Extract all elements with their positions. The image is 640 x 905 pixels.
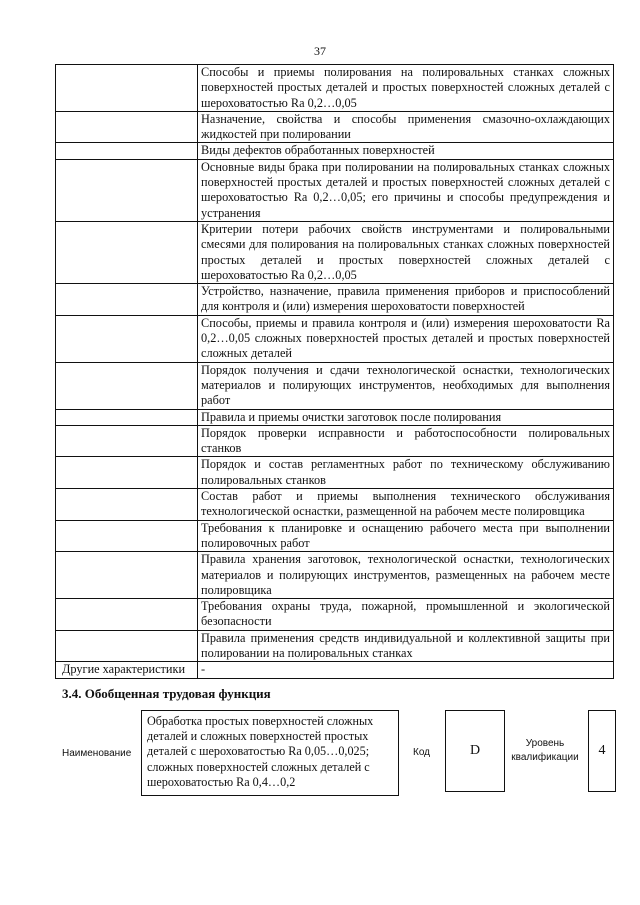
name-label: Наименование [62,748,132,759]
row-category-cell [56,221,198,283]
table-row [56,143,614,159]
row-category-cell [56,520,198,552]
table-row [56,425,614,457]
row-category-cell [56,362,198,409]
row-category-cell [56,457,198,489]
row-description-cell: Порядок получения и сдачи технологической оснастки, технологических материалов и полирующих инструментов, необходимых для выполнения работ [198,362,614,409]
table-row [56,409,614,425]
row-category-cell [56,143,198,159]
row-category-cell [56,409,198,425]
row-category-cell [56,552,198,599]
table-row [56,489,614,521]
row-description-cell: Состав работ и приемы выполнения технического обслуживания технологической оснастки, размещенной на рабочем месте полировщика [198,489,614,521]
table-row [56,552,614,599]
table-row [56,65,614,112]
row-description-cell: Правила применения средств индивидуальной и коллективной защиты при полировании на полировальных станках [198,630,614,662]
row-category-cell [56,111,198,143]
row-description-cell: Правила хранения заготовок, технологической оснастки, технологических материалов и полирующих инструментов, размещенных на рабочем месте полировщика [198,552,614,599]
row-description-cell: Способы, приемы и правила контроля и (или) измерения шероховатости Ra 0,2…0,05 сложных поверхностей простых деталей и простых поверхностей сложных деталей [198,315,614,362]
row-description-cell: Порядок и состав регламентных работ по техническому обслуживанию полировальных станков [198,457,614,489]
requirements-table [55,64,614,679]
row-description-cell: Назначение, свойства и способы применения смазочно-охлаждающих жидкостей при полировании [198,111,614,143]
row-description-cell: Правила и приемы очистки заготовок после полирования [198,409,614,425]
row-category-cell [56,630,198,662]
row-description-cell: Порядок проверки исправности и работоспособности полировальных станков [198,425,614,457]
row-category-cell [56,315,198,362]
row-category-cell [56,599,198,631]
table-row [56,221,614,283]
row-description-cell: Устройство, назначение, правила применения приборов и приспособлений для контроля и (или) измерения шероховатости поверхностей [198,284,614,316]
row-category-cell: Другие характеристики [56,662,198,678]
row-description-cell: Критерии потери рабочих свойств инструментами и полировальными смесями для полирования на полировальных станках сложных поверхностей простых деталей и простых поверхностей сложных деталей с шероховатостью Ra 0,2…0,05 [198,221,614,283]
table-row [56,662,614,678]
row-category-cell [56,425,198,457]
table-row [56,520,614,552]
row-category-cell [56,284,198,316]
row-category-cell [56,65,198,112]
table-row [56,362,614,409]
table-row [56,457,614,489]
table-row [56,630,614,662]
row-description-cell: Виды дефектов обработанных поверхностей [198,143,614,159]
row-description-cell: Основные виды брака при полировании на полировальных станках сложных поверхностей простых деталей и простых поверхностей сложных деталей с шероховатостью Ra 0,2…0,05; его причины и способы предупреждения и устранения [198,159,614,221]
function-name-field: Обработка простых поверхностей сложных деталей и сложных поверхностей простых деталей с шероховатостью Ra 0,05…0,025; сложных поверхностей сложных деталей с шероховатостью Ra 0,4…0,2 [141,710,399,796]
row-category-cell [56,159,198,221]
code-field: D [445,710,505,792]
table-row [56,111,614,143]
code-label: Код [413,747,431,758]
row-description-cell: Требования к планировке и оснащению рабочего места при выполнении полировочных работ [198,520,614,552]
qualification-level-field: 4 [588,710,616,792]
row-category-cell [56,489,198,521]
table-row [56,284,614,316]
table-row [56,159,614,221]
section-title: 3.4. Обобщенная трудовая функция [62,686,271,701]
row-description-cell: - [198,662,614,678]
table-row [56,315,614,362]
page-number: 37 [314,44,326,58]
row-description-cell: Требования охраны труда, пожарной, промышленной и экологической безопасности [198,599,614,631]
table-row [56,599,614,631]
row-description-cell: Способы и приемы полирования на полировальных станках сложных поверхностей простых деталей и простых поверхностей сложных деталей с шероховатостью Ra 0,2…0,05 [198,65,614,112]
qualification-level-label: Уровень квалификации [511,738,579,763]
